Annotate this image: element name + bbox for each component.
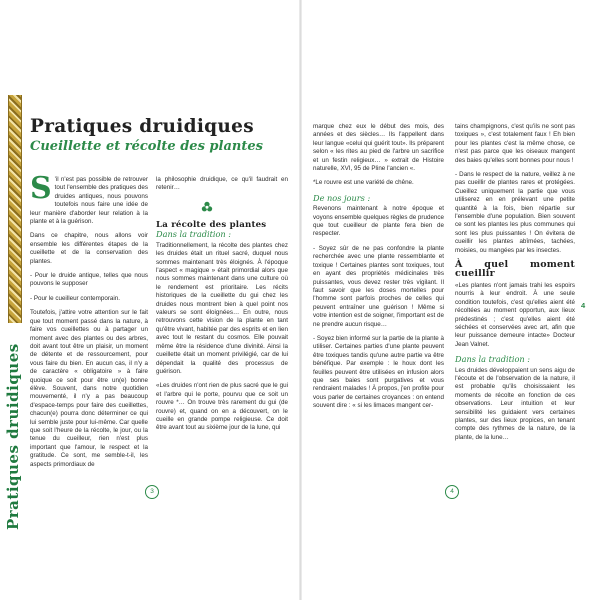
paragraph: Dans ce chapitre, nous allons voir ensemble les différentes étapes de la cueillette et de la conservation des plantes.	[30, 232, 148, 265]
paragraph: - Dans le respect de la nature, veillez à ne pas cueillir de plantes rares et protégées. Cueillez uniquement la partie que vous utiliserez en en prélevant une petite quantité à la fois, bien répartie sur l'ensemble d'une population. Bien souvent ce sont les plantes les plus communes qui sont les plus puissantes ! On évitera de cueillir les plantes abîmées, tachées, moisies, ou mangées par les insectes.	[455, 171, 575, 254]
quote-paragraph: «Les druides n'ont rien de plus sacré que le gui et l'arbre qui le porte, pourvu que ce soit un rouvre *… On trouve très rarement du gui (de rouvre) et, quand on en a découvert, on le cueille en grande pompe religieuse. Ce doit être avant tout au sixième jour de la lune, qui	[156, 382, 288, 432]
paragraph: - Pour le druide antique, telles que nous pouvons le supposer	[30, 272, 148, 288]
footnote: *Le rouvre est une variété de chêne.	[313, 179, 414, 187]
paragraph: marque chez eux le début des mois, des années et des siècles… Ils l'appellent dans leur langue «celui qui guérit tout». Ils préparent selon « les rites au pied de l'arbre un sacrifice et un festin religieux… » extrait de Histoire naturelle, XVI, 95 de Pline l'ancien «.	[313, 123, 444, 173]
paragraph: Les druides développaient un sens aigu de l'écoute et de l'observation de la nature, il est probable qu'ils choisissaient les moments de récolte en fonction de ces observations. Leur intuition et leur sensibilité les guidaient vers certaines plantes, sur des lieux propices, en tenant compte des rythmes de la nature, de la plante, de la lune…	[455, 366, 575, 441]
intro-paragraph: S 'il n'est pas possible de retrouver tout l'ensemble des pratiques des druides antiques, nous pouvons toutefois nous faire une idée de leur manière d'aborder leur relation à la plante et à la guérison.	[30, 171, 148, 226]
right-column-1	[313, 123, 444, 417]
paragraph: - Pour le cueilleur contemporain.	[30, 294, 120, 302]
right-column-2	[455, 123, 575, 448]
celtic-triskel-icon	[201, 201, 213, 213]
left-column-2	[156, 176, 288, 199]
subsection-heading: Dans la tradition :	[156, 229, 232, 240]
quote-paragraph: «Les plantes n'ont jamais trahi les espoirs nourris à leur endroit. À une seule condition toutefois, c'est qu'elles aient été récoltées au moment opportun, aux lieux prédestinés ; c'est qu'elles aient été séchées et conservées avec art, afin que leur puissance demeure intacte» Docteur Jean Valnet.	[455, 281, 575, 348]
page-gutter	[299, 0, 302, 600]
paragraph: - Soyez sûr de ne pas confondre la plante recherchée avec une plante ressemblante et toxique ! Certaines plantes sont toxiques, tout en ayant des propriétés médicinales très puissantes, vous devez rester très vigilant. Il faut savoir que les doses mortelles pour l'homme sont parfois proches de celles qui peuvent entraîner une guérison ! Même si votre intention est de soigner, l'important est de ne prendre aucun risque…	[313, 244, 444, 328]
paragraph: Toutefois, j'attire votre attention sur le fait que tout moment passé dans la nature, à faire vos cueillettes ou à partager un moment avec des plantes ou des arbres, doit avant tout être un plaisir, un moment de détente et de ressourcement, pour vous faire du bien. En aucun cas, il n'y a de caractère « obligatoire » à faire quoique ce soit pour être un(e) bonne élève. Souvent, dans notre quotidien mouvementé, il n'y a pas beaucoup d'espace-temps pour faire des cueillettes, chacun(e) pourra donc déterminer ce qui lui semble juste pour lui-même. Car quelle que soit l'heure de la récolte, le jour, ou la tenue du cueilleur, rien n'est plus important que l'amour, le respect et la gratitude. Ce sont, me semble-t-il, les aspects primordiaux de	[30, 309, 148, 468]
left-column-2-section	[156, 221, 288, 439]
vertical-chapter-title: Pratiques druidiques	[4, 343, 22, 530]
subsection-heading: De nos jours :	[313, 192, 371, 203]
left-column-1	[30, 171, 148, 475]
chapter-subtitle: Cueillette et récolte des plantes	[30, 139, 263, 154]
paragraph: tains champignons, c'est qu'ils ne sont pas toxiques », c'est totalement faux ! Eh bien pour les plantes c'est la même chose, ce n'est pas parce que les oiseaux mangent des baies qu'elles sont bonnes pour nous !	[455, 123, 575, 164]
drop-cap: S	[30, 171, 52, 206]
paragraph: Traditionnellement, la récolte des plantes chez les druides était un rituel sacré, duquel nous sommes maintenant très éloignés. À l'époque l'aspect « magique » était primordial alors que nous sommes maintenant dans une culture où le rendement est prioritaire. Les récits historiques de la cueillette du gui chez les druides nous montrent bien à quel point nos valeurs se sont éloignées… En outre, nous retrouvons cette vision de la plante en tant qu'être vivant, habitée par des esprits et en lien avec tout le restant du cosmos. Elle pouvait même être la résidence d'une divinité. Ainsi la cueillette était un moment privilégié, car de lui dépendait la qualité des processus de guérison.	[156, 241, 288, 375]
page-number: 3	[145, 485, 159, 499]
chapter-title: Pratiques druidiques	[30, 116, 254, 137]
page-edge-number: 4	[581, 301, 586, 310]
section-heading: La récolte des plantes	[156, 220, 267, 230]
page-number: 4	[445, 485, 459, 499]
celtic-braid-ornament	[8, 95, 22, 323]
subsection-heading: Dans la tradition :	[455, 354, 531, 365]
paragraph: Revenons maintenant à notre époque et voyons ensemble quelques règles de prudence que tout cueilleur de plante fera bien de respecter.	[313, 205, 444, 238]
section-heading: À quel moment cueillir	[455, 259, 575, 279]
paragraph: la philosophie druidique, ce qu'il faudrait en retenir…	[156, 176, 288, 192]
paragraph: - Soyez bien informé sur la partie de la plante à utiliser. Certaines parties d'une plante peuvent être toxiques tandis qu'une autre partie va être bénéfique. Par exemple : le houx dont les feuilles peuvent être utilisées en infusion alors que ses baies sont purgatives et vous rendraient malades ! À propos, j'en profite pour vous parler de certaines croyances : on entend souvent dire : « si les limaces mangent cer-	[313, 334, 444, 410]
